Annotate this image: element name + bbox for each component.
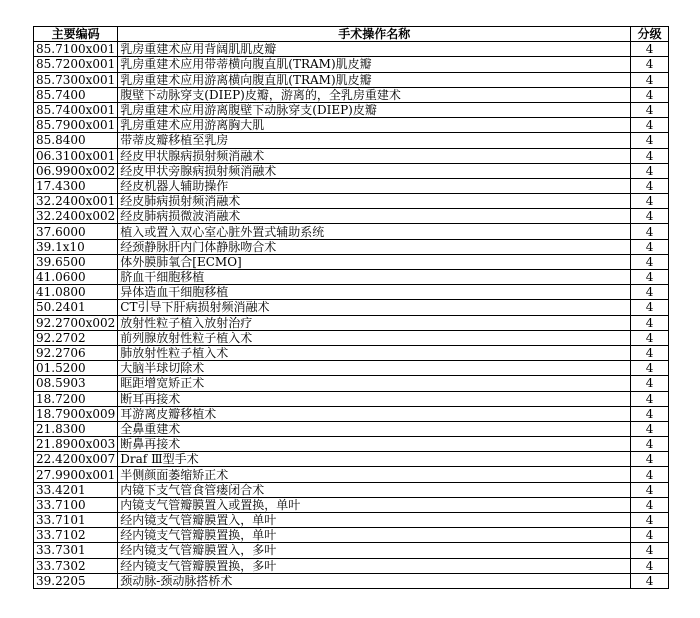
cell-name: 经皮肺病损微波消融术 bbox=[118, 209, 631, 224]
table-row bbox=[34, 361, 669, 376]
header-name: 手术操作名称 bbox=[118, 27, 631, 42]
cell-code: 21.8900x003 bbox=[34, 437, 118, 452]
cell-level: 4 bbox=[631, 543, 669, 558]
table-row bbox=[34, 118, 669, 133]
cell-level: 4 bbox=[631, 528, 669, 543]
cell-name: 乳房重建术应用游离腹壁下动脉穿支(DIEP)皮瓣 bbox=[118, 102, 631, 117]
table-row bbox=[34, 72, 669, 87]
table-row bbox=[34, 497, 669, 512]
cell-name: 大脑半球切除术 bbox=[118, 361, 631, 376]
cell-level: 4 bbox=[631, 178, 669, 193]
table-row bbox=[34, 528, 669, 543]
cell-name: 断耳再接术 bbox=[118, 391, 631, 406]
cell-code: 39.2205 bbox=[34, 573, 118, 588]
cell-code: 85.8400 bbox=[34, 133, 118, 148]
cell-code: 33.7102 bbox=[34, 528, 118, 543]
cell-level: 4 bbox=[631, 87, 669, 102]
table-row bbox=[34, 133, 669, 148]
cell-name: 乳房重建术应用游离胸大肌 bbox=[118, 118, 631, 133]
cell-code: 85.7100x001 bbox=[34, 42, 118, 57]
cell-code: 50.2401 bbox=[34, 300, 118, 315]
table-row bbox=[34, 148, 669, 163]
table-row bbox=[34, 209, 669, 224]
cell-name: 耳游离皮瓣移植术 bbox=[118, 406, 631, 421]
cell-name: 经内镜支气管瓣膜置入，单叶 bbox=[118, 513, 631, 528]
cell-level: 4 bbox=[631, 224, 669, 239]
cell-level: 4 bbox=[631, 376, 669, 391]
cell-name: 乳房重建术应用游离横向腹直肌(TRAM)肌皮瓣 bbox=[118, 72, 631, 87]
cell-level: 4 bbox=[631, 330, 669, 345]
table-row bbox=[34, 102, 669, 117]
cell-code: 33.7301 bbox=[34, 543, 118, 558]
table-row bbox=[34, 87, 669, 102]
cell-name: 乳房重建术应用背阔肌肌皮瓣 bbox=[118, 42, 631, 57]
cell-name: 半侧颜面萎缩矫正术 bbox=[118, 467, 631, 482]
table-header-row bbox=[34, 27, 669, 42]
cell-code: 17.4300 bbox=[34, 178, 118, 193]
cell-code: 21.8300 bbox=[34, 421, 118, 436]
cell-code: 06.9900x002 bbox=[34, 163, 118, 178]
table-row bbox=[34, 224, 669, 239]
cell-name: 放射性粒子植入放射治疗 bbox=[118, 315, 631, 330]
cell-level: 4 bbox=[631, 285, 669, 300]
cell-level: 4 bbox=[631, 406, 669, 421]
cell-code: 32.2400x001 bbox=[34, 194, 118, 209]
cell-name: 经皮肺病损射频消融术 bbox=[118, 194, 631, 209]
cell-level: 4 bbox=[631, 361, 669, 376]
cell-name: 经内镜支气管瓣膜置换，单叶 bbox=[118, 528, 631, 543]
cell-code: 32.2400x002 bbox=[34, 209, 118, 224]
cell-level: 4 bbox=[631, 254, 669, 269]
table-body bbox=[34, 42, 669, 589]
cell-name: 全鼻重建术 bbox=[118, 421, 631, 436]
table-row bbox=[34, 467, 669, 482]
cell-level: 4 bbox=[631, 133, 669, 148]
cell-name: 前列腺放射性粒子植入术 bbox=[118, 330, 631, 345]
cell-code: 92.2702 bbox=[34, 330, 118, 345]
cell-level: 4 bbox=[631, 194, 669, 209]
cell-level: 4 bbox=[631, 163, 669, 178]
cell-level: 4 bbox=[631, 300, 669, 315]
cell-name: 带蒂皮瓣移植至乳房 bbox=[118, 133, 631, 148]
table-row bbox=[34, 42, 669, 57]
table-row bbox=[34, 573, 669, 588]
cell-name: 乳房重建术应用带蒂横向腹直肌(TRAM)肌皮瓣 bbox=[118, 57, 631, 72]
cell-level: 4 bbox=[631, 452, 669, 467]
cell-code: 33.7302 bbox=[34, 558, 118, 573]
cell-name: 眶距增宽矫正术 bbox=[118, 376, 631, 391]
cell-code: 06.3100x001 bbox=[34, 148, 118, 163]
cell-level: 4 bbox=[631, 513, 669, 528]
cell-code: 33.4201 bbox=[34, 482, 118, 497]
cell-level: 4 bbox=[631, 270, 669, 285]
table-row bbox=[34, 178, 669, 193]
cell-name: 经皮机器人辅助操作 bbox=[118, 178, 631, 193]
cell-code: 85.7900x001 bbox=[34, 118, 118, 133]
table-row bbox=[34, 315, 669, 330]
cell-name: 颈动脉-颈动脉搭桥术 bbox=[118, 573, 631, 588]
cell-level: 4 bbox=[631, 118, 669, 133]
cell-level: 4 bbox=[631, 497, 669, 512]
cell-code: 18.7900x009 bbox=[34, 406, 118, 421]
cell-name: 肺放射性粒子植入术 bbox=[118, 345, 631, 360]
cell-code: 39.6500 bbox=[34, 254, 118, 269]
cell-level: 4 bbox=[631, 148, 669, 163]
cell-code: 92.2700x002 bbox=[34, 315, 118, 330]
cell-code: 27.9900x001 bbox=[34, 467, 118, 482]
cell-name: 经皮甲状腺病损射频消融术 bbox=[118, 148, 631, 163]
cell-name: 体外膜肺氧合[ECMO] bbox=[118, 254, 631, 269]
table-row bbox=[34, 330, 669, 345]
cell-code: 33.7101 bbox=[34, 513, 118, 528]
cell-code: 85.7200x001 bbox=[34, 57, 118, 72]
cell-code: 85.7400 bbox=[34, 87, 118, 102]
cell-level: 4 bbox=[631, 467, 669, 482]
cell-name: 经皮甲状旁腺病损射频消融术 bbox=[118, 163, 631, 178]
cell-name: 内镜下支气管食管瘘闭合术 bbox=[118, 482, 631, 497]
surgery-grading-table bbox=[33, 26, 669, 589]
table-row bbox=[34, 452, 669, 467]
table-row bbox=[34, 57, 669, 72]
cell-level: 4 bbox=[631, 345, 669, 360]
cell-name: 经内镜支气管瓣膜置入，多叶 bbox=[118, 543, 631, 558]
table-row bbox=[34, 376, 669, 391]
cell-code: 41.0800 bbox=[34, 285, 118, 300]
cell-level: 4 bbox=[631, 102, 669, 117]
table-row bbox=[34, 513, 669, 528]
table-row bbox=[34, 437, 669, 452]
table-row bbox=[34, 345, 669, 360]
cell-code: 01.5200 bbox=[34, 361, 118, 376]
cell-code: 85.7400x001 bbox=[34, 102, 118, 117]
cell-code: 39.1x10 bbox=[34, 239, 118, 254]
table-row bbox=[34, 194, 669, 209]
cell-name: 内镜支气管瓣膜置入或置换，单叶 bbox=[118, 497, 631, 512]
table-row bbox=[34, 482, 669, 497]
cell-code: 08.5903 bbox=[34, 376, 118, 391]
cell-name: 腹壁下动脉穿支(DIEP)皮瓣，游离的，全乳房重建术 bbox=[118, 87, 631, 102]
table-row bbox=[34, 300, 669, 315]
table-row bbox=[34, 163, 669, 178]
cell-level: 4 bbox=[631, 558, 669, 573]
cell-level: 4 bbox=[631, 437, 669, 452]
cell-level: 4 bbox=[631, 209, 669, 224]
cell-level: 4 bbox=[631, 421, 669, 436]
cell-code: 37.6000 bbox=[34, 224, 118, 239]
table-row bbox=[34, 543, 669, 558]
cell-code: 85.7300x001 bbox=[34, 72, 118, 87]
cell-name: Draf Ⅲ型手术 bbox=[118, 452, 631, 467]
cell-name: 脐血干细胞移植 bbox=[118, 270, 631, 285]
header-code: 主要编码 bbox=[34, 27, 118, 42]
cell-level: 4 bbox=[631, 315, 669, 330]
table-row bbox=[34, 239, 669, 254]
cell-code: 18.7200 bbox=[34, 391, 118, 406]
cell-level: 4 bbox=[631, 42, 669, 57]
cell-level: 4 bbox=[631, 482, 669, 497]
cell-name: 经内镜支气管瓣膜置换，多叶 bbox=[118, 558, 631, 573]
table-row bbox=[34, 270, 669, 285]
header-level: 分级 bbox=[631, 27, 669, 42]
cell-name: 经颈静脉肝内门体静脉吻合术 bbox=[118, 239, 631, 254]
table-row bbox=[34, 285, 669, 300]
table-row bbox=[34, 254, 669, 269]
table-row bbox=[34, 391, 669, 406]
table-row bbox=[34, 558, 669, 573]
cell-level: 4 bbox=[631, 573, 669, 588]
cell-code: 22.4200x007 bbox=[34, 452, 118, 467]
cell-level: 4 bbox=[631, 391, 669, 406]
cell-name: 植入或置入双心室心脏外置式辅助系统 bbox=[118, 224, 631, 239]
table-row bbox=[34, 406, 669, 421]
cell-name: CT引导下肝病损射频消融术 bbox=[118, 300, 631, 315]
cell-level: 4 bbox=[631, 72, 669, 87]
cell-code: 92.2706 bbox=[34, 345, 118, 360]
cell-code: 33.7100 bbox=[34, 497, 118, 512]
cell-name: 断鼻再接术 bbox=[118, 437, 631, 452]
cell-level: 4 bbox=[631, 239, 669, 254]
cell-name: 异体造血干细胞移植 bbox=[118, 285, 631, 300]
table-row bbox=[34, 421, 669, 436]
cell-level: 4 bbox=[631, 57, 669, 72]
cell-code: 41.0600 bbox=[34, 270, 118, 285]
